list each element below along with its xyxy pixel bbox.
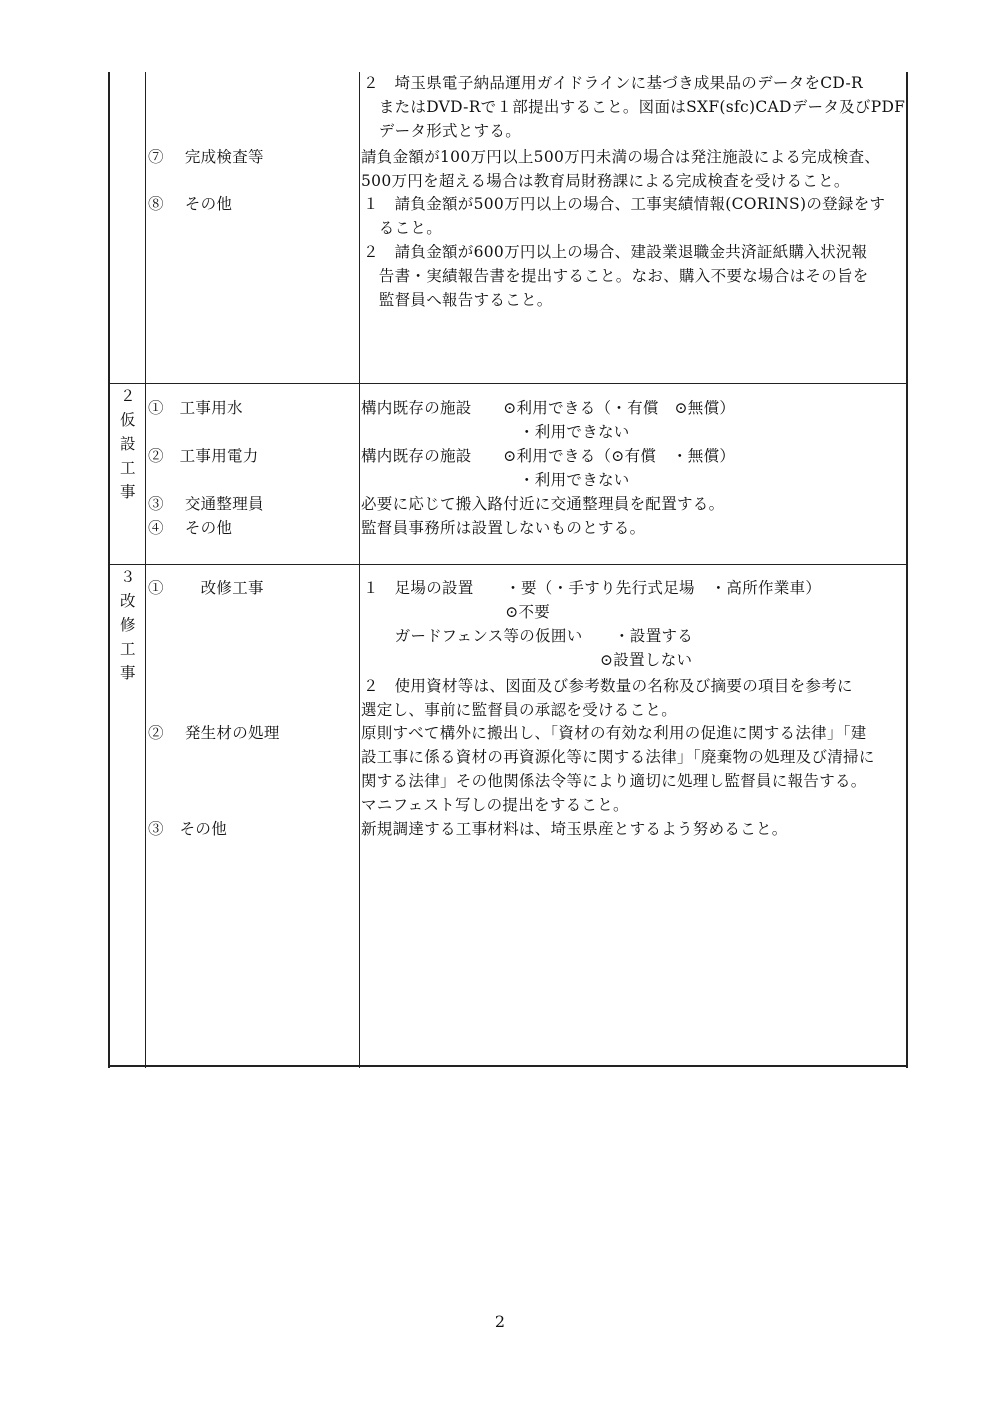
row-divider-1 [108, 383, 908, 384]
section2-heading-char-5: 事 [120, 483, 136, 501]
section2-heading-char-4: 工 [120, 459, 136, 477]
section3-item2-line-4: マニフェスト写しの提出をすること。 [361, 796, 629, 814]
item8-line-5: 監督員へ報告すること。 [363, 291, 553, 309]
section3-item2-line-1: 原則すべて構外に搬出し、「資材の有効な利用の促進に関する法律」「建 [361, 724, 867, 742]
section2-item2-line-1: 構内既存の施設 ⊙利用できる（⊙有償 ・無償） [361, 447, 736, 465]
section3-item1-line-2: ⊙不要 [363, 603, 551, 621]
section2-item4-label: ④ その他 [148, 519, 233, 537]
section2-heading-char-3: 設 [120, 435, 136, 453]
section2-item1-line-2: ・利用できない [361, 423, 630, 441]
section3-heading-char-2: 改 [120, 592, 136, 610]
section3-heading-char-3: 修 [120, 616, 136, 634]
section3-heading-char-4: 工 [120, 640, 136, 658]
page-number: 2 [494, 1312, 506, 1331]
item8-label: ⑧ その他 [148, 195, 233, 213]
section2-item1-label: ① 工事用水 [148, 399, 243, 417]
section3-item3-text: 新規調達する工事材料は、埼玉県産とするよう努めること。 [361, 820, 788, 838]
table-bottom-border [108, 1065, 908, 1067]
section2-item2-label: ② 工事用電力 [148, 447, 259, 465]
section2-item1-line-1: 構内既存の施設 ⊙利用できる（・有償 ⊙無償） [361, 399, 736, 417]
section3-heading-char-1: ３ [120, 568, 136, 586]
section2-item4-text: 監督員事務所は設置しないものとする。 [361, 519, 646, 537]
item8-line-1: １ 請負金額が500万円以上の場合、工事実績情報(CORINS)の登録をす [363, 195, 886, 213]
section3-item2-line-3: 関する法律」その他関係法令等により適切に処理し監督員に報告する。 [361, 772, 867, 790]
item8-line-3: ２ 請負金額が600万円以上の場合、建設業退職金共済証紙購入状況報 [363, 243, 868, 261]
item7-line-1: 請負金額が100万円以上500万円未満の場合は発注施設による完成検査、 [361, 148, 881, 166]
table-left-border [108, 72, 110, 1068]
section3-item1-line-6: 選定し、事前に監督員の承認を受けること。 [361, 701, 678, 719]
section3-item2-line-2: 設工事に係る資材の再資源化等に関する法律」「廃棄物の処理及び清掃に [361, 748, 875, 766]
section3-heading-char-5: 事 [120, 664, 136, 682]
section2-item3-text: 必要に応じて搬入路付近に交通整理員を配置する。 [361, 495, 725, 513]
section2-item3-label: ③ 交通整理員 [148, 495, 264, 513]
item8-line-2: ること。 [363, 219, 443, 237]
item7-label: ⑦ 完成検査等 [148, 148, 264, 166]
section1-item6-line-3: データ形式とする。 [363, 122, 522, 140]
section3-item1-line-4: ⊙設置しない [363, 651, 693, 669]
item8-line-4: 告書・実績報告書を提出すること。なお、購入不要な場合はその旨を [363, 267, 869, 285]
section1-item6-line-1: ２ 埼玉県電子納品運用ガイドラインに基づき成果品のデータをCD-R [363, 74, 863, 92]
section3-item1-line-1: １ 足場の設置 ・要（・手すり先行式足場 ・高所作業車） [363, 579, 822, 597]
row-divider-2 [108, 564, 908, 565]
section3-item2-label: ② 発生材の処理 [148, 724, 280, 742]
table-col2-border [359, 72, 360, 1068]
table-col1-border [145, 72, 146, 1068]
section3-item1-label: ① 改修工事 [148, 579, 264, 597]
section1-item6-line-2: またはDVD-Rで１部提出すること。図面はSXF(sfc)CADデータ及びPDF [363, 98, 906, 116]
section2-item2-line-2: ・利用できない [361, 471, 630, 489]
section3-item3-label: ③ その他 [148, 820, 228, 838]
section2-heading-char-2: 仮 [120, 411, 136, 429]
item7-line-2: 500万円を超える場合は教育局財務課による完成検査を受けること。 [361, 172, 850, 190]
table-right-border [906, 72, 908, 1068]
section3-item1-line-5: ２ 使用資材等は、図面及び参考数量の名称及び摘要の項目を参考に [363, 677, 853, 695]
section3-item1-line-3: ガードフェンス等の仮囲い ・設置する [363, 627, 694, 645]
section2-heading-char-1: ２ [120, 387, 136, 405]
